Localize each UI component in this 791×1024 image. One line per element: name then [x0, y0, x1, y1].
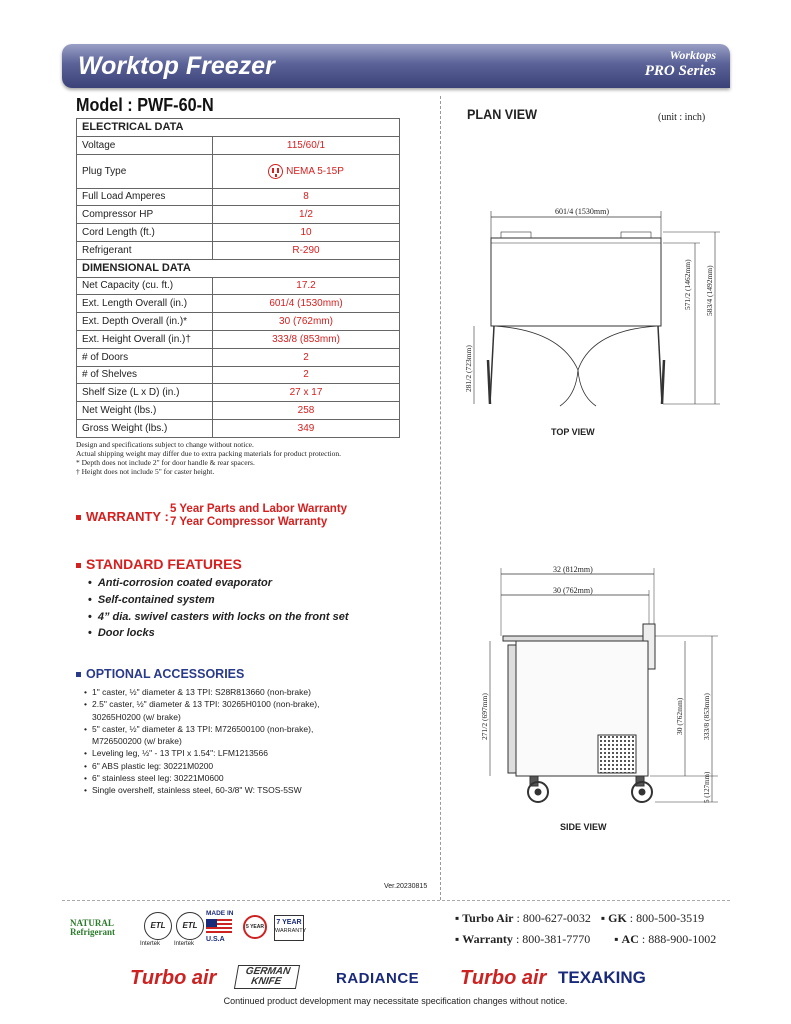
- spec-value: 8: [213, 188, 400, 206]
- list-item: • Door locks: [88, 625, 349, 642]
- contact-phone: 888-900-1002: [648, 932, 717, 946]
- contact-phone: 800-381-7770: [522, 932, 591, 946]
- dim-top-door: 281/2 (723mm): [464, 345, 473, 392]
- spec-value: 27 x 17: [213, 384, 400, 402]
- turbo-air-logo-2: Turbo air: [460, 967, 547, 989]
- note: Design and specifications subject to change without notice.: [76, 440, 254, 449]
- side-view-label: SIDE VIEW: [560, 822, 607, 832]
- spec-value: 1/2: [213, 206, 400, 224]
- series-line-1: Worktops: [669, 48, 716, 62]
- spec-label: Full Load Amperes: [77, 188, 213, 206]
- list-item: • 4” dia. swivel casters with locks on the front set: [88, 609, 349, 626]
- spec-value: 601/4 (1530mm): [213, 295, 400, 313]
- contact-row: ▪ Turbo Air : 800-627-0032 ▪ GK : 800-500-3519: [455, 911, 705, 925]
- list-item: • 5" caster, ½" diameter & 13 TPI: M726500100 (non-brake), M726500200 (w/ brake): [84, 723, 364, 748]
- dim-side-width-total: 32 (812mm): [553, 565, 593, 574]
- series-line-2: PRO Series: [644, 63, 716, 79]
- version-label: Ver.20230815: [384, 883, 428, 890]
- spec-value: 2: [213, 348, 400, 366]
- natural-refrigerant-logo: [70, 919, 115, 937]
- spec-value: 115/60/1: [213, 136, 400, 154]
- warranty-line-1: 5 Year Parts and Labor Warranty: [170, 503, 348, 515]
- features-title: STANDARD FEATURES: [86, 556, 242, 572]
- list-item: • Leveling leg, ½" - 13 TPI x 1.54": LFM1213566: [84, 747, 364, 759]
- list-item: • Anti-corrosion coated evaporator: [88, 575, 349, 592]
- dim-side-caster: 5 (127mm): [703, 771, 711, 803]
- spec-label: # of Doors: [77, 348, 213, 366]
- dim-side-height-cab: 30 (762mm): [675, 697, 684, 735]
- contacts: [455, 908, 716, 950]
- turbo-air-logo-1: Turbo air: [130, 967, 217, 989]
- usa-flag-icon: [206, 919, 232, 935]
- spec-label: Net Capacity (cu. ft.): [77, 277, 213, 295]
- brand-logos: [130, 965, 660, 993]
- page-title: Worktop Freezer: [78, 52, 275, 80]
- spec-label: Plug Type: [77, 154, 213, 188]
- spec-label: # of Shelves: [77, 366, 213, 384]
- intertek-label-2: Intertek: [174, 941, 195, 947]
- dim-top-width: 601/4 (1530mm): [555, 207, 609, 216]
- top-view-label: TOP VIEW: [551, 427, 595, 437]
- plan-view-title: PLAN VIEW: [467, 106, 538, 122]
- spec-label: Shelf Size (L x D) (in.): [77, 384, 213, 402]
- contact-name: AC: [621, 932, 639, 946]
- list-item: • 6" ABS plastic leg: 30221M0200: [84, 760, 364, 772]
- seven-year-text: 7 YEAR: [276, 919, 302, 926]
- spec-value: 17.2: [213, 277, 400, 295]
- contact-phone: 800-627-0032: [522, 911, 591, 925]
- side-view-drawing: [490, 568, 718, 802]
- plug-type-value: NEMA 5-15P: [286, 165, 344, 177]
- warranty-badge-text: WARRANTY: [275, 928, 307, 934]
- spec-value: 349: [213, 419, 400, 437]
- radiance-logo: RADIANCE: [336, 970, 420, 987]
- dim-top-depth: 571/2 (1462mm): [683, 259, 692, 310]
- model-number: Model : PWF-60-N: [76, 95, 214, 115]
- warranty-label: WARRANTY :: [86, 509, 169, 524]
- spec-label: Voltage: [77, 136, 213, 154]
- note: † Height does not include 5" for caster height.: [76, 467, 215, 476]
- contact-phone: 800-500-3519: [636, 911, 705, 925]
- warranty-line-2: 7 Year Compressor Warranty: [170, 516, 328, 528]
- list-item: • Self-contained system: [88, 592, 349, 609]
- usa-text: U.S.A: [206, 936, 225, 943]
- accessories-title: OPTIONAL ACCESSORIES: [86, 667, 245, 681]
- spec-label: Ext. Length Overall (in.): [77, 295, 213, 313]
- note: * Depth does not include 2" for door handle & rear spacers.: [76, 458, 255, 467]
- contact-name: Turbo Air: [462, 911, 514, 925]
- contact-name: Warranty: [462, 932, 513, 946]
- footer-disclaimer: Continued product development may necessitate specification changes without notice.: [223, 996, 568, 1006]
- spec-label: Cord Length (ft.): [77, 224, 213, 242]
- spec-value: 30 (762mm): [213, 313, 400, 331]
- dim-side-width: 30 (762mm): [553, 586, 593, 595]
- natural-text: NATURAL: [70, 918, 114, 928]
- spec-value: 10: [213, 224, 400, 242]
- etl-logo-1: ETL: [144, 912, 172, 940]
- spec-value: 333/8 (853mm): [213, 330, 400, 348]
- dim-side-height-body: 271/2 (697mm): [480, 693, 489, 740]
- spec-value: 2: [213, 366, 400, 384]
- list-item: • 1" caster, ½" diameter & 13 TPI: S28R813660 (non-brake): [84, 686, 364, 698]
- list-item: • 2.5" caster, ½" diameter & 13 TPI: 30265H0100 (non-brake), 30265H0200 (w/ brake): [84, 698, 364, 723]
- spec-value: R-290: [213, 241, 400, 259]
- list-item: • Single overshelf, stainless steel, 60-3/8" W: TSOS-5SW: [84, 784, 364, 796]
- dimensional-head: DIMENSIONAL DATA: [77, 259, 400, 277]
- refrigerant-text: Refrigerant: [70, 927, 115, 937]
- spec-value: 258: [213, 402, 400, 420]
- spec-label: Net Weight (lbs.): [77, 402, 213, 420]
- contact-name: GK: [608, 911, 627, 925]
- spec-label: Refrigerant: [77, 241, 213, 259]
- texaking-logo: TEXAKING: [558, 968, 646, 987]
- seven-year-badge: [274, 915, 307, 941]
- dim-top-depth-total: 583/4 (1492mm): [705, 265, 714, 316]
- five-year-badge: 5 YEAR: [243, 915, 267, 939]
- etl-logo-2: ETL: [176, 912, 204, 940]
- list-item: • 6" stainless steel leg: 30221M0600: [84, 772, 364, 784]
- note: Actual shipping weight may differ due to extra packing materials for product protection.: [76, 449, 341, 458]
- electrical-head: ELECTRICAL DATA: [77, 119, 400, 137]
- certification-logos: [66, 910, 336, 950]
- spec-label: Gross Weight (lbs.): [77, 419, 213, 437]
- german-knife-logo: GERMAN KNIFE: [234, 965, 300, 989]
- spec-label: Ext. Height Overall (in.)†: [77, 330, 213, 348]
- unit-label: (unit : inch): [658, 112, 706, 123]
- contact-row: ▪ Warranty : 800-381-7770 ▪ AC : 888-900-1002: [455, 932, 717, 946]
- dim-side-height-total: 333/8 (853mm): [702, 693, 711, 740]
- spec-label: Compressor HP: [77, 206, 213, 224]
- intertek-label-1: Intertek: [140, 941, 161, 947]
- made-in-text: MADE IN: [206, 910, 234, 917]
- spec-label: Ext. Depth Overall (in.)*: [77, 313, 213, 331]
